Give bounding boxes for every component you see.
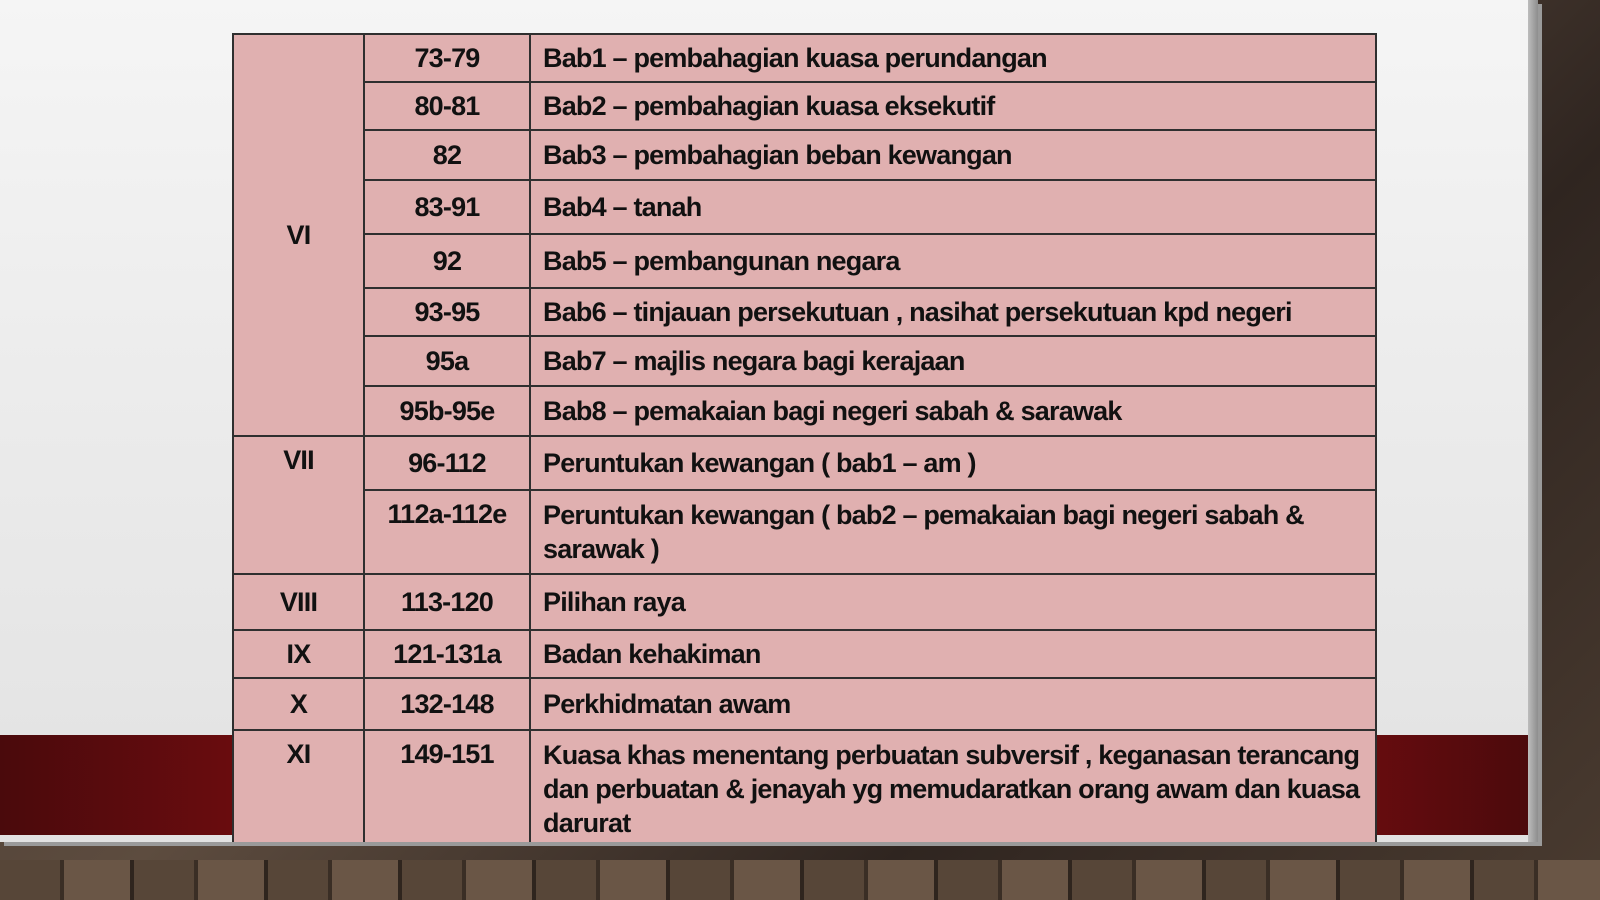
range-cell: 73-79 [364,34,530,82]
table-row [233,436,1376,490]
description-cell: Bab1 – pembahagian kuasa perundangan [530,34,1376,82]
part-cell: X [233,678,364,730]
table-row [233,386,1376,436]
part-cell: XI [233,730,364,842]
description-cell: Bab3 – pembahagian beban kewangan [530,130,1376,180]
description-cell: Badan kehakiman [530,630,1376,678]
background-bricks [0,860,1600,900]
table-row [233,234,1376,288]
table-row [233,130,1376,180]
description-cell: Bab2 – pembahagian kuasa eksekutif [530,82,1376,130]
table-row [233,82,1376,130]
table-row [233,180,1376,234]
range-cell: 121-131a [364,630,530,678]
description-cell: Bab5 – pembangunan negara [530,234,1376,288]
range-cell: 132-148 [364,678,530,730]
table-row [233,34,1376,82]
part-cell: VIII [233,574,364,630]
description-cell: Bab4 – tanah [530,180,1376,234]
part-cell: IX [233,630,364,678]
range-cell: 96-112 [364,436,530,490]
description-cell: Peruntukan kewangan ( bab2 – pemakaian bagi negeri sabah & sarawak ) [530,490,1376,574]
range-cell: 83-91 [364,180,530,234]
table-row [233,574,1376,630]
table-row [233,336,1376,386]
range-cell: 95a [364,336,530,386]
description-cell: Bab8 – pemakaian bagi negeri sabah & sarawak [530,386,1376,436]
table-row [233,630,1376,678]
range-cell: 82 [364,130,530,180]
part-cell: VII [233,436,364,574]
description-cell: Kuasa khas menentang perbuatan subversif , keganasan terancang dan perbuatan & jenayah yg memudaratkan orang awam dan kuasa darurat [530,730,1376,842]
slide-edge [1528,0,1538,842]
description-cell: Bab6 – tinjauan persekutuan , nasihat persekutuan kpd negeri [530,288,1376,336]
table-row [233,288,1376,336]
range-cell: 95b-95e [364,386,530,436]
articles-table [232,33,1377,842]
description-cell: Bab7 – majlis negara bagi kerajaan [530,336,1376,386]
description-cell: Peruntukan kewangan ( bab1 – am ) [530,436,1376,490]
range-cell: 113-120 [364,574,530,630]
table-row [233,678,1376,730]
table-row [233,490,1376,574]
range-cell: 80-81 [364,82,530,130]
table-row [233,730,1376,842]
range-cell: 92 [364,234,530,288]
range-cell: 93-95 [364,288,530,336]
range-cell: 112a-112e [364,490,530,574]
part-cell: VI [233,34,364,436]
description-cell: Perkhidmatan awam [530,678,1376,730]
range-cell: 149-151 [364,730,530,842]
description-cell: Pilihan raya [530,574,1376,630]
